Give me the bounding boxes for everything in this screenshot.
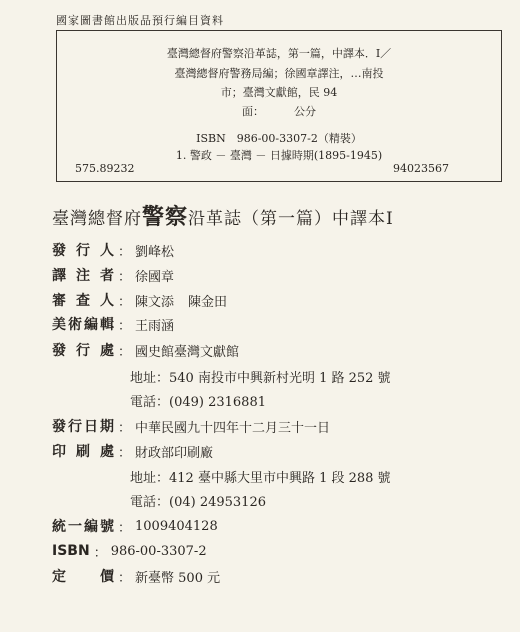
reviewer-label: 審查人 (52, 293, 114, 309)
cip-pages-label: 面： (242, 105, 264, 118)
gpn-label: 統一編號 (52, 519, 114, 535)
row-isbn: ISBN ： 986-00-3307-2 (52, 543, 207, 561)
row-reviewer: 審查人 ： 陳文添 陳金田 (52, 290, 227, 310)
cip-header: 國家圖書館出版品預行編目資料 (56, 14, 224, 27)
cip-line-author: 臺灣總督府警務局編；徐國章譯注，…南投 (174, 67, 384, 80)
isbn-value: 986-00-3307-2 (110, 543, 207, 559)
row-printer: 印刷處 ： 財政部印刷廠 (52, 441, 213, 461)
book-title (52, 200, 394, 231)
printer-address: 地址：412 臺中縣大里市中興路 1 段 288 號 (130, 470, 391, 486)
row-issuer: 發行處 ： 國史館臺灣文獻館 (52, 340, 239, 360)
issue-date-value: 中華民國九十四年十二月三十一日 (135, 420, 331, 436)
book-title-prefix: 臺灣總督府 (52, 209, 142, 229)
row-translator: 譯注者 ： 徐國章 (52, 265, 174, 285)
row-price: 定價 ： 新臺幣 500 元 (52, 566, 220, 586)
row-art-editor: 美術編輯 ： 王雨涵 (52, 314, 174, 334)
reviewer-value-2: 陳金田 (188, 294, 228, 310)
cip-line-pages (57, 103, 501, 119)
price-value: 新臺幣 500 元 (135, 570, 221, 586)
cip-line-isbn: ISBN 986-00-3307-2（精裝） (196, 132, 362, 145)
issuer-value: 國史館臺灣文獻館 (135, 344, 240, 360)
isbn-label: ISBN (52, 543, 90, 559)
printer-label: 印刷處 (52, 444, 114, 460)
art-editor-value: 王雨涵 (135, 318, 175, 334)
cip-line-subject: 1. 警政 － 臺灣 － 日據時期(1895-1945) (175, 149, 383, 162)
cip-line-imprint: 市；臺灣文獻館，民 94 (220, 86, 338, 99)
translator-value: 徐國章 (135, 269, 175, 285)
row-publisher: 發行人 ： 劉峰松 (52, 240, 174, 260)
price-label: 定價 (52, 569, 114, 585)
translator-label: 譯注者 (52, 268, 114, 284)
reviewer-value-1: 陳文添 (135, 294, 175, 310)
printer-phone: 電話：(04) 24953126 (130, 494, 266, 510)
art-editor-label: 美術編輯 (52, 317, 114, 333)
gpn-value: 1009404128 (135, 518, 218, 534)
cip-class-number: 575.89232 (75, 162, 135, 175)
publisher-label: 發行人 (52, 243, 114, 259)
printer-value: 財政部印刷廠 (135, 445, 214, 461)
cip-line-title: 臺灣總督府警察沿革誌，第一篇，中譯本．I／ (166, 47, 392, 60)
book-title-suffix: 沿革誌（第一篇）中譯本Ⅰ (188, 209, 394, 229)
cip-record-number: 94023567 (393, 162, 449, 175)
book-title-emphasis: 警察 (142, 204, 189, 230)
cip-record-box (56, 30, 502, 182)
cip-pages-unit: 公分 (294, 105, 316, 118)
issuer-address: 地址：540 南投市中興新村光明 1 路 252 號 (130, 370, 391, 386)
issue-date-label: 發行日期 (52, 419, 114, 435)
issuer-label: 發行處 (52, 343, 114, 359)
row-issue-date: 發行日期 ： 中華民國九十四年十二月三十一日 (52, 416, 330, 436)
row-gpn: 統一編號 ： 1009404128 (52, 516, 218, 536)
issuer-phone: 電話：(049) 2316881 (130, 394, 266, 410)
publisher-value: 劉峰松 (135, 244, 175, 260)
